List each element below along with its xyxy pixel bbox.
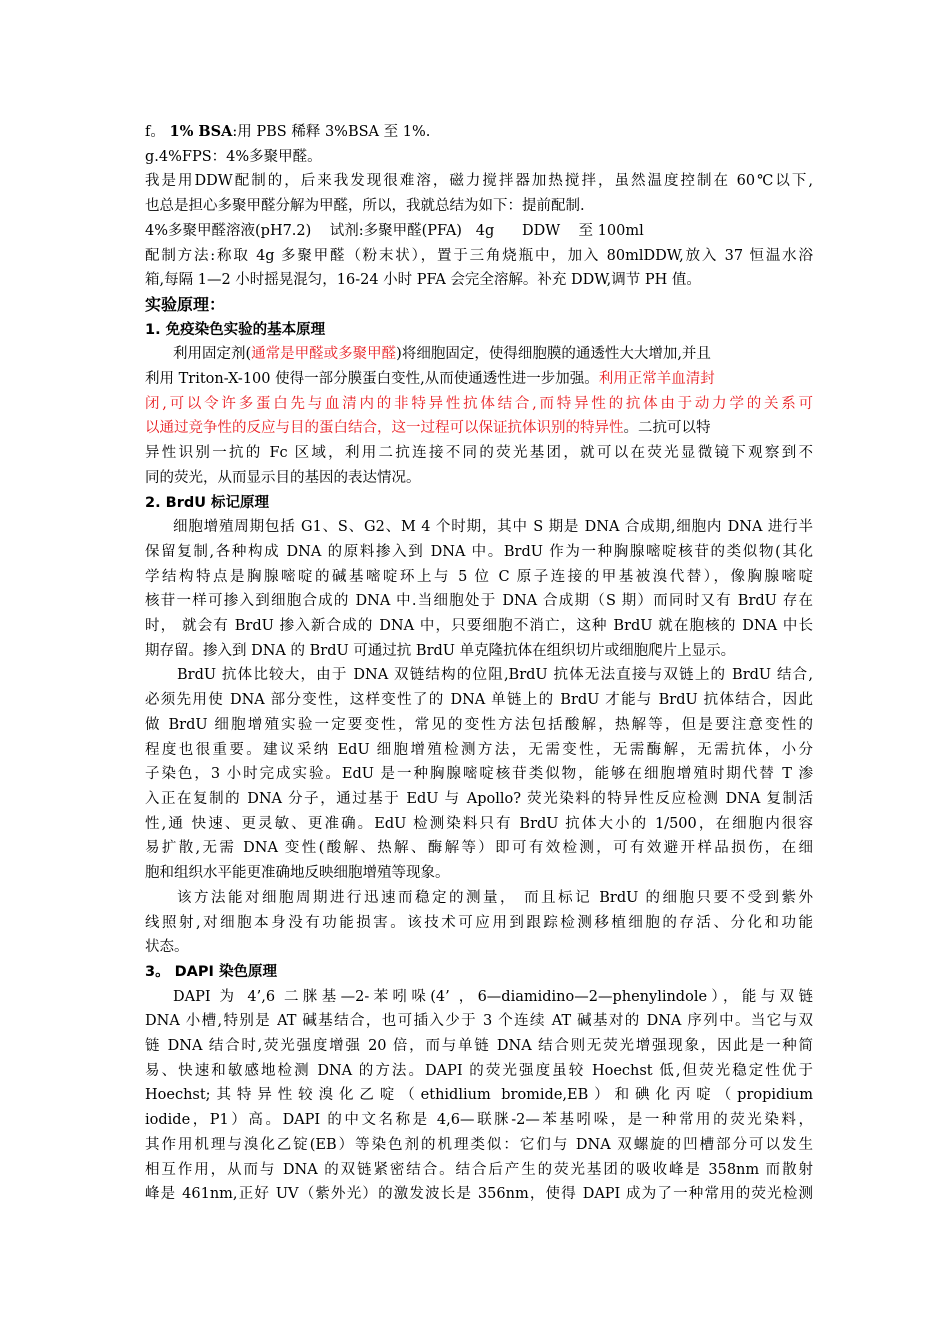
- text-line: 利用 Triton-X-100 使得一部分膜蛋白变性,从而使通透性进一步加强。利用正常羊血清封: [145, 371, 715, 388]
- text-line: 状态。: [145, 939, 189, 956]
- text-line: 入正在复制的 DNA 分子，通过基于 EdU 与 Apollo? 荧光染料的特异性反应检测 DNA 复制活: [145, 790, 813, 807]
- text-line: 学结构特点是胸腺嘧啶的碱基嘧啶环上与 5 位 C 原子连接的甲基被溴代替），像胸腺嘧啶: [145, 568, 813, 585]
- text-line: 该方法能对细胞周期进行迅速而稳定的测量， 而且标记 BrdU 的细胞只要不受到紫外: [177, 889, 813, 906]
- text-line: 做 BrdU 细胞增殖实验一定要变性，常见的变性方法包括酸解，热解等，但是要注意变性的: [145, 716, 813, 733]
- item-label: f。: [145, 124, 165, 140]
- text-line: 线照射,对细胞本身没有功能损害。该技术可应用到跟踪检测移植细胞的存活、分化和功能: [145, 914, 813, 931]
- text-line: DNA 小槽,特别是 AT 碱基结合，也可插入少于 3 个连续 AT 碱基对的 DNA 序列中。当它与双: [145, 1013, 813, 1030]
- highlight-text: 利用正常羊血清封: [598, 371, 715, 388]
- reagent-g-line: g.4%FPS：4%多聚甲醛。: [145, 148, 322, 165]
- highlight-text: 以通过竞争性的反应与目的蛋白结合，这一过程可以保证抗体识别的特异性: [145, 420, 624, 437]
- text-line: DAPI 为 4’,6 二脒基—2-苯吲哚(4’ ，6—diamidino—2—phenylindole），能与双链: [173, 988, 813, 1005]
- text-line: 峰是 461nm,正好 UV（紫外光）的激发波长是 356nm，使得 DAPI 成为了一种常用的荧光检测: [145, 1186, 813, 1203]
- text-line: 异性识别一抗的 Fc 区域，利用二抗连接不同的荧光基团，就可以在荧光显微镜下观察到不: [145, 445, 813, 462]
- text-line: 链 DNA 结合时,荧光强度增强 20 倍，而与单链 DNA 结合则无荧光增强现象，因此是一种简: [145, 1038, 813, 1055]
- highlight-text: 通常是甲醛或多聚甲醛: [251, 346, 397, 363]
- text-line: 程度也很重要。建议采纳 EdU 细胞增殖检测方法，无需变性，无需酶解，无需抗体，小分: [145, 741, 813, 758]
- text-line: 必须先用使 DNA 部分变性，这样变性了的 DNA 单链上的 BrdU 才能与 BrdU 抗体结合，因此: [145, 692, 813, 709]
- text-line: 性,通 快速、更灵敏、更准确。EdU 检测染料只有 BrdU 抗体大小的 1/500，在细胞内很容: [145, 815, 813, 832]
- text-line: 核苷一样可掺入到细胞合成的 DNA 中.当细胞处于 DNA 合成期（S 期）而同时又有 BrdU 存在: [145, 593, 813, 610]
- text-line: 子染色，3 小时完成实验。EdU 是一种胸腺嘧啶核苷类似物，能够在细胞增殖时期代替 T 渗: [145, 766, 813, 783]
- text-line: 我是用DDW配制的，后来我发现很难溶，磁力搅拌器加热搅拌，虽然温度控制在 60℃以下,: [145, 173, 813, 190]
- text-line: 易扩散,无需 DNA 变性(酸解、热解、酶解等）即可有效检测，可有效避开样品损伤，在细: [145, 840, 813, 857]
- text-line: 时， 就会有 BrdU 掺入新合成的 DNA 中，只要细胞不消亡，这种 BrdU 就在胞核的 DNA 中长: [145, 618, 813, 635]
- text-line: 细胞增殖周期包括 G1、S、G2、M 4 个时期，其中 S 期是 DNA 合成期,细胞内 DNA 进行半: [173, 519, 813, 536]
- reagent-f-line: [145, 120, 813, 145]
- heading-dapi: 3。 DAPI 染色原理: [145, 963, 277, 980]
- text-line: 其作用机理与溴化乙锭(EB）等染色剂的机理类似：它们与 DNA 双螺旋的凹槽部分可以发生: [145, 1136, 813, 1153]
- document-page: [145, 120, 813, 1207]
- bsa-text: :用 PBS 稀释 3%BSA 至 1%.: [232, 124, 431, 140]
- text-line: 易、快速和敏感地检测 DNA 的方法。DAPI 的荧光强度虽较 Hoechst 低,但荧光稳定性优于: [145, 1062, 813, 1079]
- text-line: 配制方法:称取 4g 多聚甲醛（粉末状），置于三角烧瓶中，加入 80mlDDW,放入 37 恒温水浴: [145, 247, 813, 264]
- section-title: 实验原理：: [145, 294, 226, 314]
- text-line: 同的荧光，从而显示目的基因的表达情况。: [145, 469, 421, 486]
- text-line: BrdU 抗体比较大，由于 DNA 双链结构的位阻,BrdU 抗体无法直接与双链上的 BrdU 结合,: [177, 667, 813, 684]
- text-line: 相互作用，从而与 DNA 的双链紧密结合。结合后产生的荧光基团的吸收峰是 358nm 而散射: [145, 1161, 813, 1178]
- text-line: Hoechst;其特异性较溴化乙啶（ethidlium bromide,EB）和碘化丙啶（propidium: [145, 1087, 813, 1104]
- bsa-label: 1% BSA: [169, 123, 233, 140]
- text-line: 保留复制,各种构成 DNA 的原料掺入到 DNA 中。BrdU 作为一种胸腺嘧啶核苷的类似物(其化: [145, 543, 813, 560]
- text-line: iodide，P1）高。DAPI 的中文名称是 4,6—联脒-2—苯基吲哚，是一种常用的荧光染料，: [145, 1112, 813, 1129]
- text-line: 箱,每隔 1—2 小时摇晃混匀，16-24 小时 PFA 会完全溶解。补充 DDW,调节 PH 值。: [145, 272, 701, 289]
- highlight-line: 闭,可以令许多蛋白先与血清内的非特异性抗体结合,而特异性的抗体由于动力学的关系可: [145, 395, 813, 412]
- text-line: 也总是担心多聚甲醛分解为甲醛，所以，我就总结为如下：提前配制.: [145, 198, 585, 215]
- text-line: 期存留。掺入到 DNA 的 BrdU 可通过抗 BrdU 单克隆抗体在组织切片或细胞爬片上显示。: [145, 642, 736, 659]
- heading-brdu: 2. BrdU 标记原理: [145, 494, 270, 511]
- heading-immunostaining: 1. 免疫染色实验的基本原理: [145, 321, 326, 338]
- text-line: 以通过竞争性的反应与目的蛋白结合，这一过程可以保证抗体识别的特异性。二抗可以特: [145, 420, 711, 437]
- pfa-recipe-line: 4%多聚甲醛溶液(pH7.2) 试剂:多聚甲醛(PFA) 4g DDW 至 100ml: [145, 222, 644, 239]
- text-line: 利用固定剂(通常是甲醛或多聚甲醛)将细胞固定，使得细胞膜的通透性大大增加,并且: [173, 346, 711, 363]
- text-line: 胞和组织水平能更准确地反映细胞增殖等现象。: [145, 865, 450, 882]
